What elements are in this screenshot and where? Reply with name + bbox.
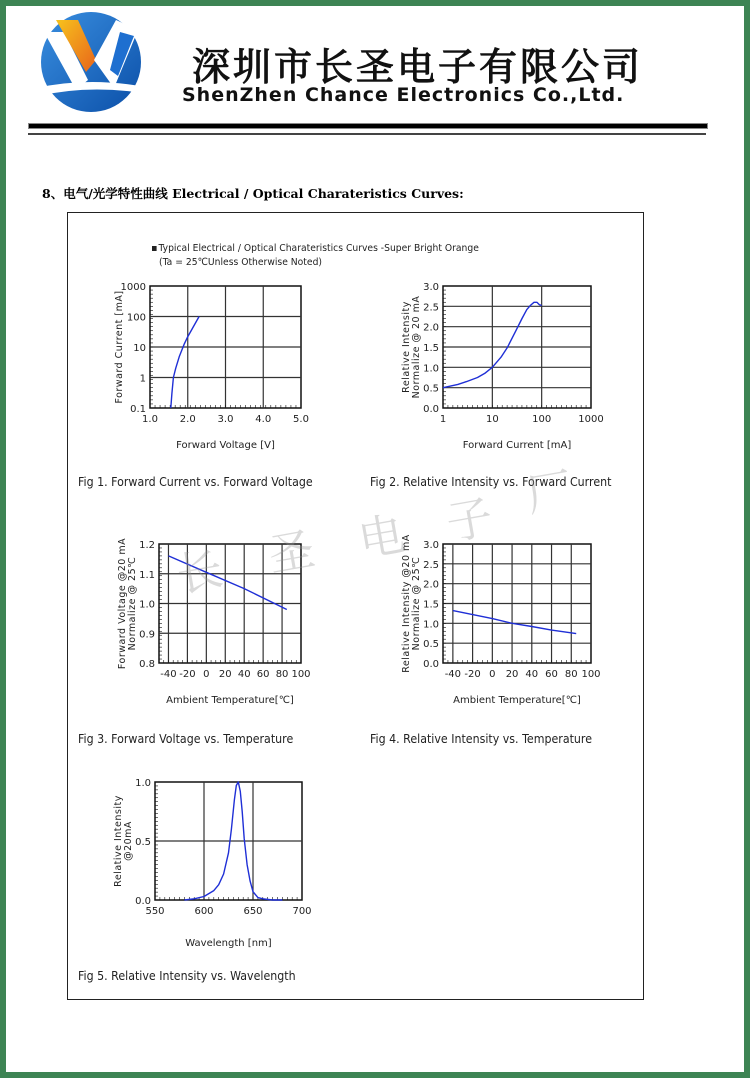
fig2-ytick-label: 3.0 <box>423 282 439 293</box>
fig1-xtick-label: 4.0 <box>255 414 272 425</box>
fig5-ytick-label: 0.0 <box>135 896 151 907</box>
watermark-char-1: 长 <box>172 541 227 603</box>
fig2-ytick-label: 2.5 <box>423 302 439 314</box>
fig1-xtick-label: 3.0 <box>217 414 234 425</box>
fig3-xlabel: Ambient Temperature[℃] <box>166 695 294 706</box>
fig4-xtick-label: 80 <box>564 669 578 680</box>
chart-fig1 <box>6 6 744 1072</box>
fig5-ylabel-2: @20mA <box>123 821 134 861</box>
note-line-2: (Ta = 25℃Unless Otherwise Noted) <box>159 257 323 268</box>
fig5-ytick-label: 1.0 <box>135 778 151 789</box>
fig2-ytick-label: 0.5 <box>423 383 439 395</box>
company-name-en: ShenZhen Chance Electronics Co.,Ltd. <box>182 84 625 106</box>
fig3-ytick-label: 0.8 <box>139 659 155 670</box>
fig1-ytick-label: 1 <box>139 373 146 385</box>
fig2-caption: Fig 2. Relative Intensity vs. Forward Current <box>370 475 612 489</box>
fig4-ytick-label: 1.5 <box>423 599 439 611</box>
fig1-ytick-label: 0.1 <box>130 404 146 415</box>
fig3-xtick-label: -20 <box>179 669 196 680</box>
fig1-caption: Fig 1. Forward Current vs. Forward Voltage <box>78 475 313 489</box>
fig4-group <box>401 534 601 706</box>
fig2-ytick-label: 1.0 <box>423 363 439 375</box>
section-heading: 8、电气/光学特性曲线 Electrical / Optical Charateristics Curves: <box>42 186 464 201</box>
fig5-group <box>113 778 312 949</box>
fig4-ylabel-2: Normalize @ 25℃ <box>411 556 422 651</box>
note-line-1: Typical Electrical / Optical Charateristics Curves -Super Bright Orange <box>158 243 479 254</box>
fig3-xtick-label: 0 <box>203 669 210 680</box>
fig5-xtick-label: 550 <box>145 906 165 917</box>
fig3-xtick-label: -40 <box>160 669 177 680</box>
fig2-xlabel: Forward Current [mA] <box>462 440 572 451</box>
fig4-ytick-label: 0.5 <box>423 639 439 651</box>
fig2-group <box>401 282 604 451</box>
fig5-xtick-label: 600 <box>194 906 214 917</box>
watermark-char-3: 电 <box>354 506 409 568</box>
fig1-xtick-label: 1.0 <box>142 414 158 425</box>
fig3-group <box>117 538 311 706</box>
watermark-char-5: 厂 <box>522 461 577 523</box>
fig4-xtick-label: 20 <box>505 669 519 680</box>
fig3-ytick-label: 1.0 <box>139 599 155 611</box>
fig4-ytick-label: 3.0 <box>423 540 439 551</box>
fig4-xtick-label: 100 <box>581 669 601 680</box>
fig1-group <box>114 282 309 451</box>
fig4-ytick-label: 2.0 <box>423 579 439 591</box>
fig1-xtick-label: 2.0 <box>179 414 196 425</box>
fig4-caption: Fig 4. Relative Intensity vs. Temperature <box>370 732 593 746</box>
fig4-xtick-label: 60 <box>545 669 558 680</box>
fig1-xtick-label: 5.0 <box>293 414 309 425</box>
fig3-caption: Fig 3. Forward Voltage vs. Temperature <box>78 732 294 746</box>
watermark-char-4: 子 <box>442 489 497 551</box>
fig2-ylabel-2: Normalize @ 20 mA <box>411 295 422 399</box>
fig2-ytick-label: 0.0 <box>423 404 439 415</box>
fig5-xlabel: Wavelength [nm] <box>185 938 272 949</box>
fig5-ylabel-1: Relative Intensity <box>113 795 124 887</box>
fig1-ylabel-1: Forward Current [mA] <box>114 290 125 404</box>
fig4-ytick-label: 0.0 <box>423 659 439 670</box>
fig2-xtick-label: 1 <box>439 414 447 425</box>
fig3-xtick-label: 60 <box>256 669 270 680</box>
fig3-ytick-label: 0.9 <box>139 629 155 641</box>
fig4-xlabel: Ambient Temperature[℃] <box>453 695 581 706</box>
fig2-xtick-label: 10 <box>485 414 499 425</box>
fig3-ylabel-2: Normalize @ 25℃ <box>127 556 138 651</box>
fig4-ytick-label: 2.5 <box>423 559 439 571</box>
fig4-xtick-label: -40 <box>444 669 462 680</box>
fig3-xtick-label: 100 <box>291 669 311 680</box>
watermark-char-2: 圣 <box>264 521 319 583</box>
fig5-xtick-label: 650 <box>243 906 263 917</box>
fig4-ytick-label: 1.0 <box>423 619 439 631</box>
fig1-ytick-label: 10 <box>133 343 146 354</box>
datasheet-page <box>6 6 744 1072</box>
fig3-xtick-label: 40 <box>237 669 251 680</box>
fig4-ylabel-1: Relative Intensity @20 mA <box>401 534 412 673</box>
fig4-xtick-label: -20 <box>464 669 481 680</box>
fig4-xtick-label: 40 <box>525 669 539 680</box>
fig1-xlabel: Forward Voltage [V] <box>176 440 275 451</box>
fig4-xtick-label: 0 <box>489 669 496 680</box>
fig5-xtick-label: 700 <box>292 906 312 917</box>
fig2-ytick-label: 1.5 <box>423 343 439 354</box>
fig3-ytick-label: 1.1 <box>139 569 155 581</box>
fig2-xtick-label: 100 <box>532 414 552 425</box>
fig3-ylabel-1: Forward Voltage @20 mA <box>117 537 128 670</box>
fig5-caption: Fig 5. Relative Intensity vs. Wavelength <box>78 969 296 983</box>
company-name-cn: 深圳市长圣电子有限公司 <box>192 45 644 89</box>
fig3-xtick-label: 20 <box>218 669 232 680</box>
fig2-ylabel-1: Relative Intensity <box>401 301 412 393</box>
fig1-ytick-label: 100 <box>126 312 146 324</box>
fig3-xtick-label: 80 <box>275 669 289 680</box>
fig2-xtick-label: 1000 <box>578 414 604 425</box>
fig2-ytick-label: 2.0 <box>423 322 439 334</box>
fig1-ytick-label: 1000 <box>120 282 146 293</box>
fig5-ytick-label: 0.5 <box>135 837 151 848</box>
fig3-ytick-label: 1.2 <box>139 540 155 551</box>
